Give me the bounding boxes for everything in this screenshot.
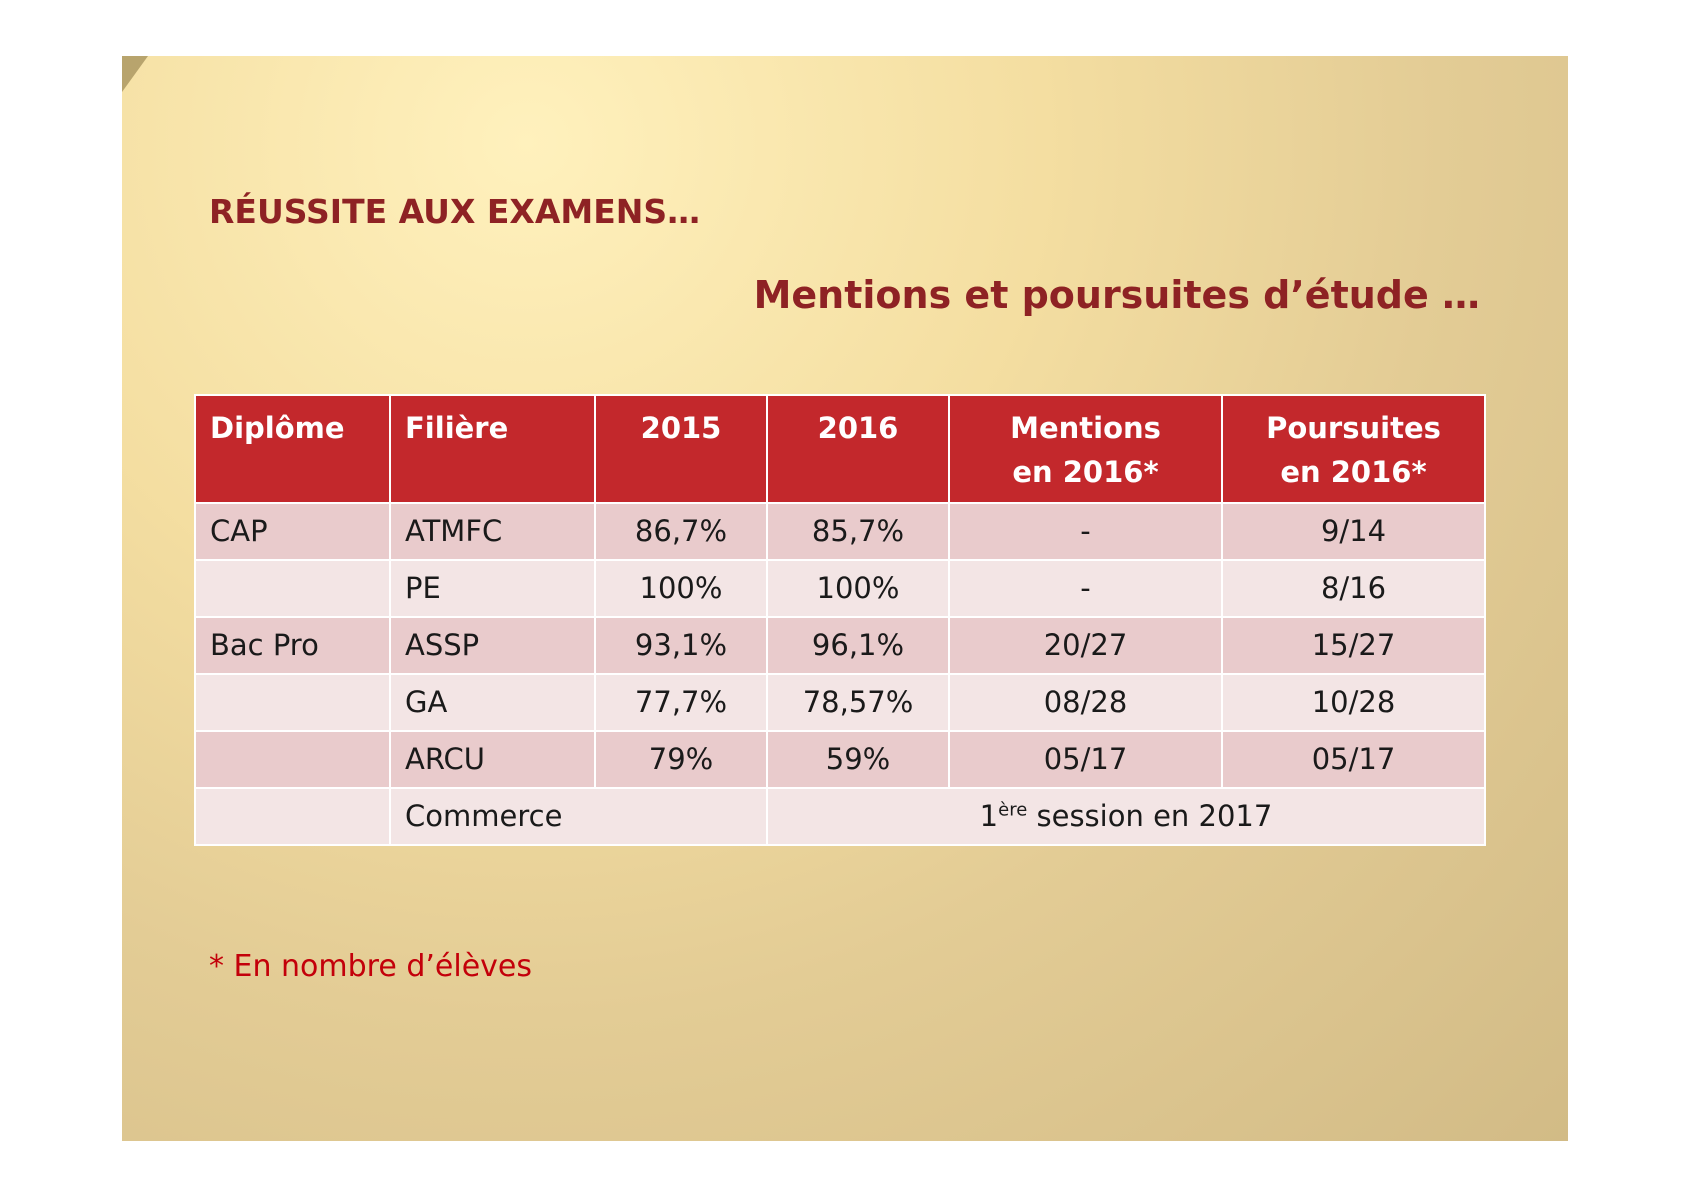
cell-mentions: 08/28 [949, 674, 1222, 731]
cell-filiere: Commerce [390, 788, 767, 845]
corner-fold [122, 56, 148, 92]
table-row [195, 503, 1485, 560]
cell-2016: 59% [767, 731, 949, 788]
footnote: * En nombre d’élèves [209, 949, 533, 984]
cell-poursuites: 15/27 [1222, 617, 1485, 674]
header-poursuites [1222, 395, 1485, 503]
cell-2015: 77,7% [595, 674, 767, 731]
cell-mentions: 20/27 [949, 617, 1222, 674]
header-2015: 2015 [595, 395, 767, 503]
header-mentions [949, 395, 1222, 503]
cell-filiere: PE [390, 560, 595, 617]
header-poursuites-line1: Poursuites [1266, 411, 1441, 445]
cell-diplome [195, 788, 390, 845]
cell-2016: 85,7% [767, 503, 949, 560]
cell-2015: 79% [595, 731, 767, 788]
cell-2016: 100% [767, 560, 949, 617]
table-row [195, 674, 1485, 731]
cell-filiere: ARCU [390, 731, 595, 788]
cell-filiere: ASSP [390, 617, 595, 674]
cell-2016: 96,1% [767, 617, 949, 674]
cell-2015: 86,7% [595, 503, 767, 560]
table-row [195, 788, 1485, 845]
table-row [195, 560, 1485, 617]
slide [122, 56, 1568, 1141]
header-mentions-line1: Mentions [1010, 411, 1161, 445]
cell-diplome: Bac Pro [195, 617, 390, 674]
cell-diplome [195, 731, 390, 788]
header-2016: 2016 [767, 395, 949, 503]
cell-poursuites: 9/14 [1222, 503, 1485, 560]
session-note-number: 1 [979, 799, 999, 833]
cell-session-note [767, 788, 1485, 845]
cell-poursuites: 10/28 [1222, 674, 1485, 731]
cell-poursuites: 05/17 [1222, 731, 1485, 788]
cell-diplome [195, 674, 390, 731]
cell-mentions: - [949, 560, 1222, 617]
header-diplome: Diplôme [195, 395, 390, 503]
cell-filiere: GA [390, 674, 595, 731]
session-note-text: session en 2017 [1027, 799, 1273, 833]
cell-diplome: CAP [195, 503, 390, 560]
cell-diplome [195, 560, 390, 617]
table-header-row [195, 395, 1485, 503]
cell-2015: 100% [595, 560, 767, 617]
cell-mentions: 05/17 [949, 731, 1222, 788]
cell-2016: 78,57% [767, 674, 949, 731]
header-mentions-line2: en 2016* [1012, 455, 1159, 489]
header-filiere: Filière [390, 395, 595, 503]
header-poursuites-line2: en 2016* [1280, 455, 1427, 489]
results-table [194, 394, 1486, 846]
table-row [195, 617, 1485, 674]
cell-mentions: - [949, 503, 1222, 560]
cell-2015: 93,1% [595, 617, 767, 674]
table-row [195, 731, 1485, 788]
page-title: RÉUSSITE AUX EXAMENS… [209, 192, 701, 231]
cell-filiere: ATMFC [390, 503, 595, 560]
session-note-sup: ère [998, 799, 1028, 821]
cell-poursuites: 8/16 [1222, 560, 1485, 617]
page-subtitle: Mentions et poursuites d’étude … [753, 273, 1480, 317]
